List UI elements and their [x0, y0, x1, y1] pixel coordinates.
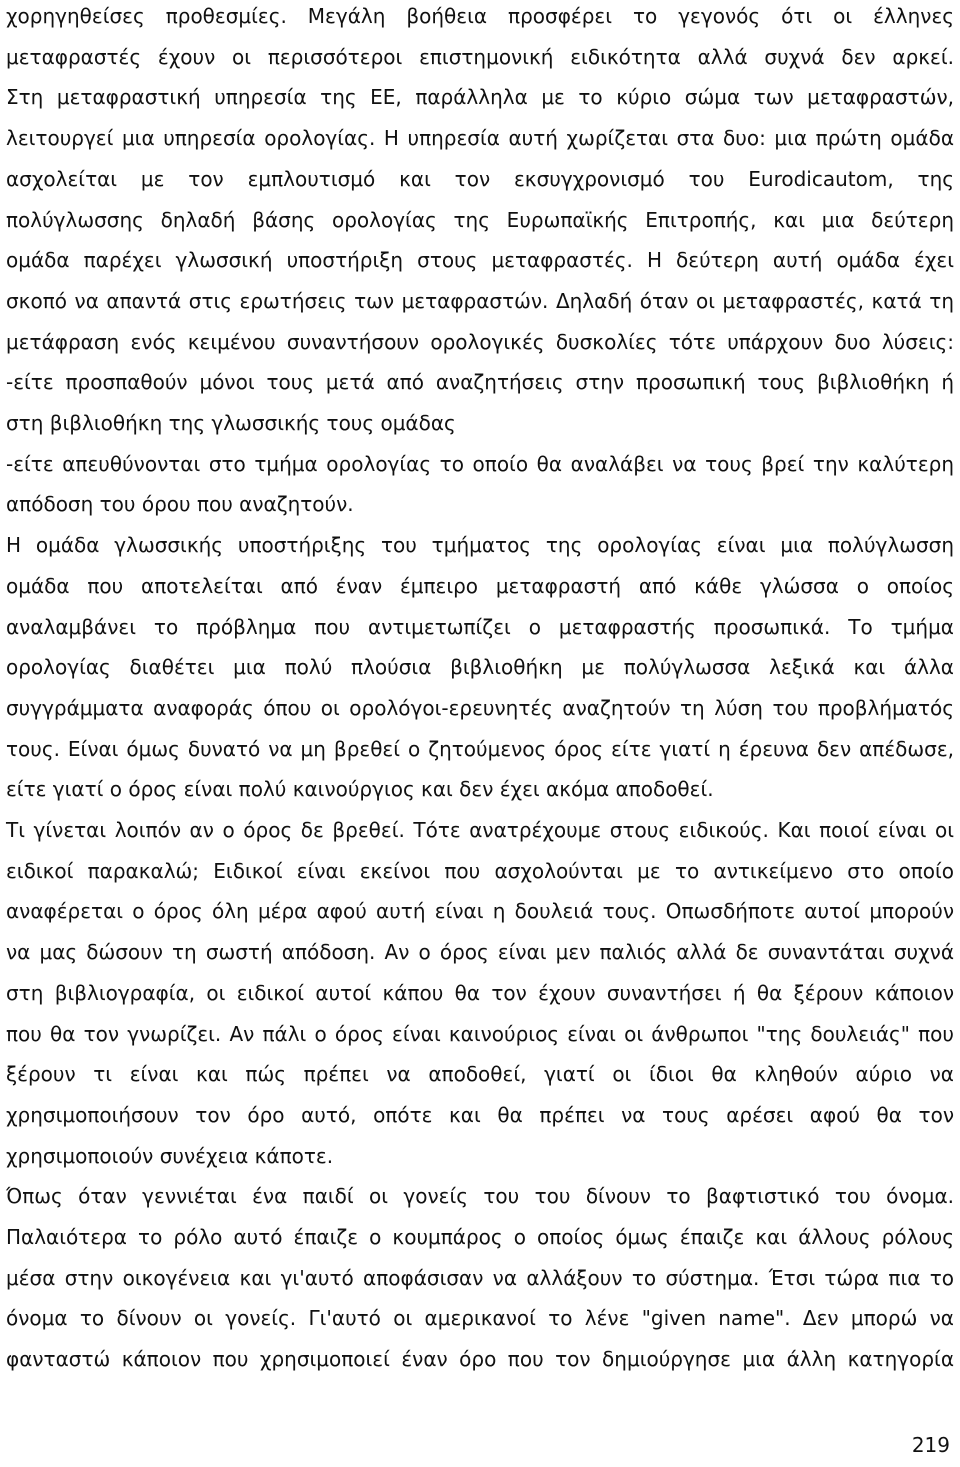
page-number: 219 — [911, 1433, 950, 1457]
text-line: πολύγλωσσης δηλαδή βάσης ορολογίας της Ευρωπαϊκής Επιτροπής, και μια δεύτερη — [6, 207, 954, 232]
text-line: Όπως όταν γεννιέται ένα παιδί οι γονείς του του δίνουν το βαφτιστικό του όνομα. — [6, 1184, 954, 1209]
text-line: μεταφραστές έχουν οι περισσότεροι επιστημονική ειδικότητα αλλά συχνά δεν αρκεί. — [6, 44, 954, 69]
text-line: να μας δώσουν τη σωστή απόδοση. Αν ο όρος είναι μεν παλιός αλλά δε συναντάται συχνά — [6, 940, 954, 965]
text-line: χρησιμοποιήσουν τον όρο αυτό, οπότε και θα πρέπει να τους αρέσει αφού θα τον — [6, 1102, 954, 1127]
text-line: Τι γίνεται λοιπόν αν ο όρος δε βρεθεί. Τότε ανατρέχουμε στους ειδικούς. Και ποιοί είναι οι — [6, 818, 954, 842]
text-line: ειδικοί παρακαλώ; Ειδικοί είναι εκείνοι που ασχολούνται με το αντικείμενο στο οποίο — [6, 858, 954, 883]
text-line: στη βιβλιογραφία, οι ειδικοί αυτοί κάπου θα τον έχουν συναντήσει ή θα ξέρουν κάποιον — [6, 980, 954, 1005]
text-line: ορολογίας διαθέτει μια πολύ πλούσια βιβλιοθήκη με πολύγλωσσα λεξικά και άλλα — [6, 655, 954, 680]
text-line: λειτουργεί μια υπηρεσία ορολογίας. Η υπηρεσία αυτή χωρίζεται στα δυο: μια πρώτη ομάδα — [6, 126, 954, 151]
text-line: -είτε απευθύνονται στο τμήμα ορολογίας το οποίο θα αναλάβει να τους βρεί την καλύτερη — [6, 451, 954, 476]
text-line: -είτε προσπαθούν μόνοι τους μετά από αναζητήσεις στην προσωπική τους βιβλιοθήκη ή — [6, 370, 954, 395]
text-line: συγγράμματα αναφοράς όπου οι ορολόγοι-ερευνητές αναζητούν τη λύση του προβλήματός — [6, 695, 954, 720]
text-line: που θα τον γνωρίζει. Αν πάλι ο όρος είναι καινούριος είναι οι άνθρωποι "της δουλειάς" που — [6, 1021, 954, 1046]
text-line: Παλαιότερα το ρόλο αυτό έπαιζε ο κουμπάρος ο οποίος όμως έπαιζε και άλλους ρόλους — [6, 1225, 954, 1249]
text-line: Η ομάδα γλωσσικής υποστήριξης του τμήματος της ορολογίας είναι μια πολύγλωσση — [6, 533, 954, 558]
text-line: απόδοση του όρου που αναζητούν. — [6, 492, 354, 517]
text-line: ομάδα παρέχει γλωσσική υποστήριξη στους μεταφραστές. Η δεύτερη αυτή ομάδα έχει — [6, 248, 954, 273]
text-line: όνομα το δίνουν οι γονείς. Γι'αυτό οι αμερικανοί το λένε "given name". Δεν μπορώ να — [6, 1306, 954, 1331]
text-line: ασχολείται με τον εμπλουτισμό και τον εκσυγχρονισμό του Eurodicautom, της — [6, 166, 954, 191]
text-line: φανταστώ κάποιον που χρησιμοποιεί έναν όρο που τον δημιούργησε μια άλλη κατηγορία — [6, 1347, 954, 1372]
text-line: χρησιμοποιούν συνέχεια κάποτε. — [6, 1143, 334, 1168]
text-line: μετάφραση ενός κειμένου συναντήσουν ορολογικές δυσκολίες τότε υπάρχουν δυο λύσεις: — [6, 329, 954, 354]
text-line: Στη μεταφραστική υπηρεσία της ΕΕ, παράλληλα με το κύριο σώμα των μεταφραστών, — [6, 85, 954, 110]
text-line: αναλαμβάνει το πρόβλημα που αντιμετωπίζει ο μεταφραστής προσωπικά. Το τμήμα — [6, 614, 954, 639]
text-line: μέσα στην οικογένεια και γι'αυτό αποφάσισαν να αλλάξουν το σύστημα. Έτσι τώρα πια το — [6, 1265, 954, 1290]
text-line: ξέρουν τι είναι και πώς πρέπει να αποδοθεί, γιατί οι ίδιοι θα κληθούν αύριο να — [6, 1062, 954, 1087]
text-line: στη βιβλιοθήκη της γλωσσικής τους ομάδας — [6, 411, 456, 435]
text-line: αναφέρεται ο όρος όλη μέρα αφού αυτή είναι η δουλειά τους. Οπωσδήποτε αυτοί μπορούν — [6, 899, 954, 924]
text-line: είτε γιατί ο όρος είναι πολύ καινούργιος και δεν έχει ακόμα αποδοθεί. — [6, 777, 714, 802]
text-line: ομάδα που αποτελείται από έναν έμπειρο μεταφραστή από κάθε γλώσσα ο οποίος — [6, 573, 954, 598]
text-line: τους. Είναι όμως δυνατό να μη βρεθεί ο ζητούμενος όρος είτε γιατί η έρευνα δεν απέδωσε, — [6, 736, 954, 761]
text-line: σκοπό να απαντά στις ερωτήσεις των μεταφραστών. Δηλαδή όταν οι μεταφραστές, κατά τη — [6, 288, 954, 313]
text-line: χορηγηθείσες προθεσμίες. Μεγάλη βοήθεια προσφέρει το γεγονός ότι οι έλληνες — [6, 4, 954, 28]
